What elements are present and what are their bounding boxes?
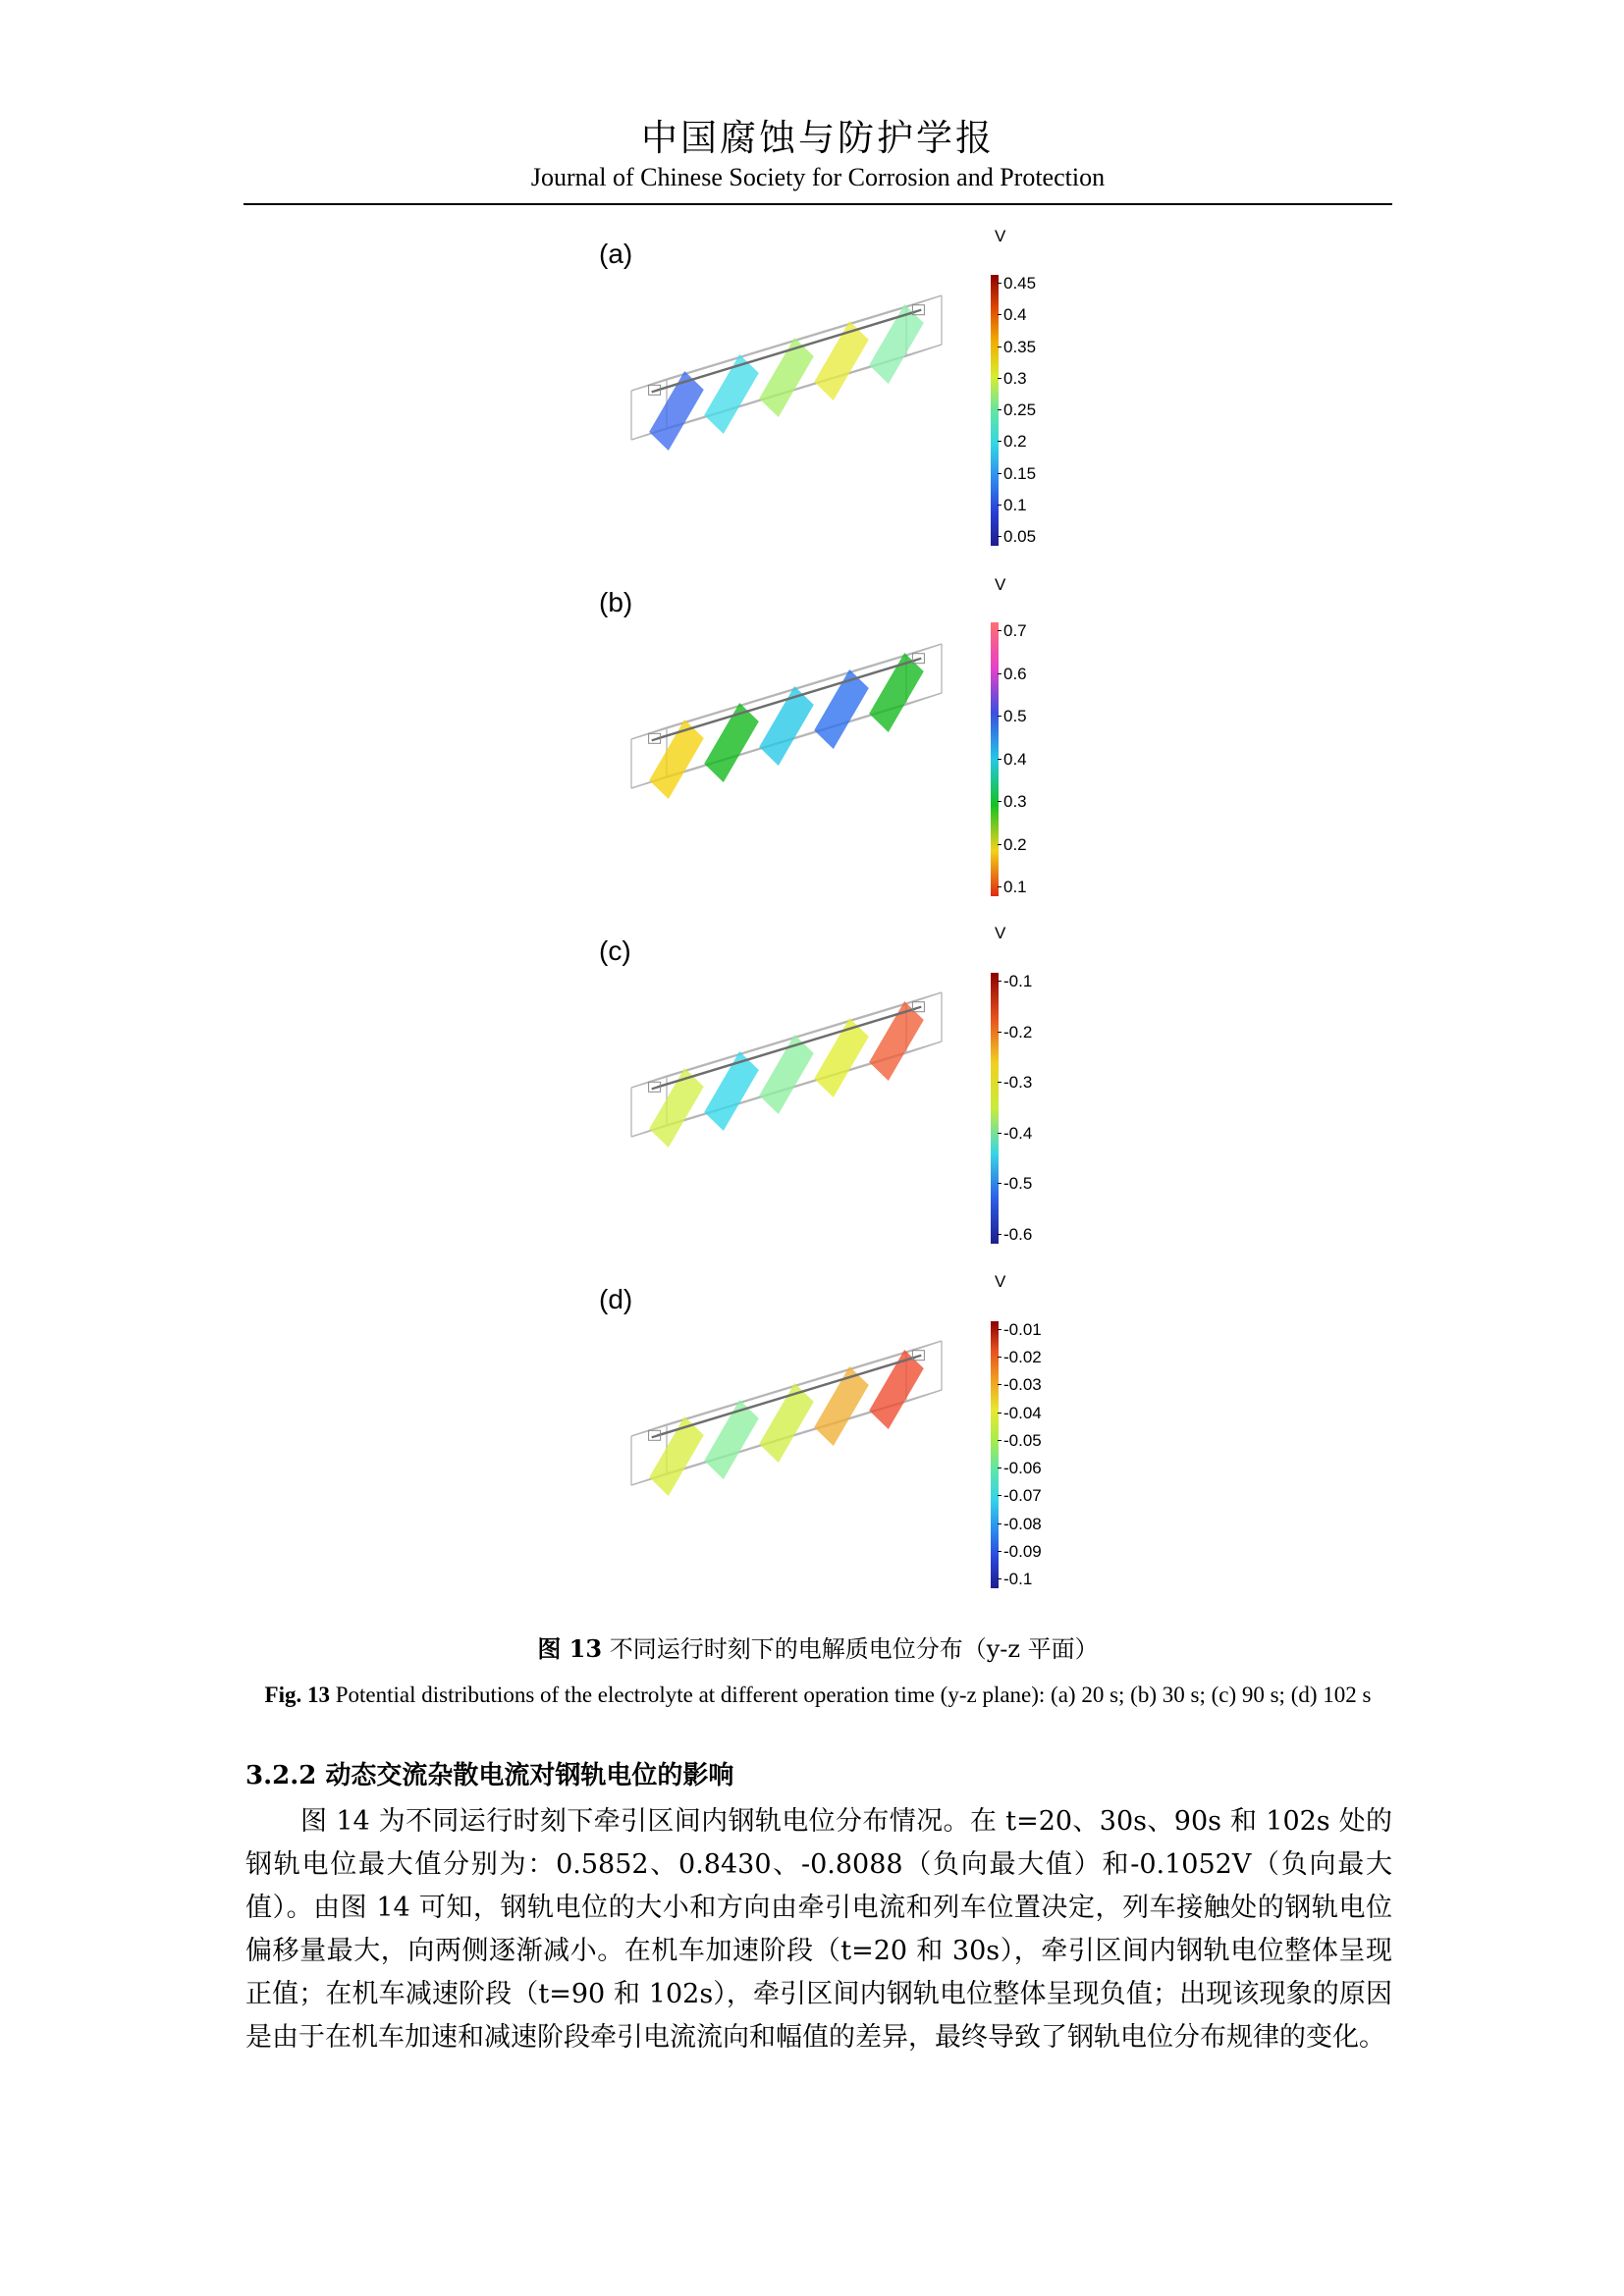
colorbar-tick-label: 0.05 <box>1003 527 1037 546</box>
colorbar-tick-label: -0.03 <box>1003 1375 1042 1395</box>
colorbar-tick-label: 0.4 <box>1003 305 1027 325</box>
colorbar-tick-label: 0.25 <box>1003 400 1037 419</box>
box-edge <box>906 345 942 356</box>
figure-caption-en-text: Potential distributions of the electrolyte at different operation time (y-z plane): (a) 20 s; (b) 30 s; (c) 90 s; (d) 102 s <box>335 1682 1372 1707</box>
colorbar <box>991 622 999 896</box>
figure-panel-d <box>589 1272 1060 1588</box>
colorbar-tick-label: 0.35 <box>1003 337 1037 356</box>
box-edge <box>631 1353 906 1436</box>
colorbar-tick-label: -0.07 <box>1003 1486 1042 1506</box>
figure-caption-en-label: Fig. 13 <box>264 1682 330 1707</box>
colorbar-tick-label: 0.2 <box>1003 432 1027 452</box>
journal-title-en: Journal of Chinese Society for Corrosion and Protection <box>530 163 1106 191</box>
colorbar-tick-label: 0.1 <box>1003 878 1027 896</box>
colorbar-tick-label: -0.02 <box>1003 1348 1042 1367</box>
box-edge <box>906 1041 942 1053</box>
colorbar-tick-label: 0.7 <box>1003 621 1027 640</box>
colorbar-tick-label: -0.09 <box>1003 1541 1042 1561</box>
domain-3d-plot <box>604 935 977 1230</box>
domain-3d-plot <box>604 1284 977 1578</box>
colorbar-tick-label: 0.6 <box>1003 664 1027 683</box>
colorbar-tick-label: -0.08 <box>1003 1514 1042 1533</box>
colorbar-tick-label: 0.2 <box>1003 834 1027 854</box>
figure-caption-en <box>244 1675 1392 1716</box>
colorbar-tick-label: -0.3 <box>1003 1073 1033 1093</box>
journal-title-cn: 中国腐蚀与防护学报 <box>641 117 995 159</box>
header-rule <box>244 203 1392 205</box>
panel-label: (c) <box>599 935 631 966</box>
figure-panel-c <box>589 924 1060 1244</box>
colorbar-tick-label: 0.4 <box>1003 749 1027 769</box>
section-heading: 3.2.2 动态交流杂散电流对钢轨电位的影响 <box>245 1761 734 1790</box>
box-edge <box>631 656 906 739</box>
colorbar <box>991 973 999 1244</box>
colorbar-tick-label: -0.05 <box>1003 1430 1042 1450</box>
colorbar-tick-label: -0.01 <box>1003 1320 1042 1339</box>
colorbar-tick-label: -0.2 <box>1003 1022 1033 1041</box>
colorbar-tick-label: -0.1 <box>1003 1570 1033 1588</box>
colorbar-tick-label: -0.4 <box>1003 1123 1033 1143</box>
figure-caption-cn-text: 不同运行时刻下的电解质电位分布（y-z 平面） <box>609 1635 1099 1663</box>
colorbar-unit: V <box>995 1272 1006 1291</box>
panel-label: (a) <box>599 239 633 269</box>
colorbar-tick-label: -0.04 <box>1003 1403 1042 1422</box>
colorbar <box>991 1321 999 1588</box>
colorbar-unit: V <box>995 575 1006 594</box>
domain-3d-plot <box>604 239 977 533</box>
box-edge <box>631 1004 906 1088</box>
colorbar-tick-label: -0.06 <box>1003 1459 1042 1478</box>
figure-panel-a <box>589 227 1060 546</box>
body-paragraph: 图 14 为不同运行时刻下牵引区间内钢轨电位分布情况。在 t=20、30s、90s 和 102s 处的钢轨电位最大值分别为：0.5852、0.8430、-0.8088（负向最大值）和-0.1052V（负向最大值）。由图 14 可知，钢轨电位的大小和方向由牵引电流和列车位置决定，列车接触处的钢轨电位偏移量最大，向两侧逐渐减小。在机车加速阶段（t=20 和 30s），牵引区间内钢轨电位整体呈现正值；在机车减速阶段（t=90 和 102s），牵引区间内钢轨电位整体呈现负值；出现该现象的原因是由于在机车加速和减速阶段牵引电流流向和幅值的差异，最终导致了钢轨电位分布规律的变化。 <box>245 1806 1392 2053</box>
colorbar-tick-label: 0.5 <box>1003 707 1027 725</box>
box-edge <box>906 693 942 705</box>
colorbar-tick-label: 0.3 <box>1003 368 1027 388</box>
figure-caption-cn <box>244 1633 1392 1665</box>
panel-label: (b) <box>599 587 633 617</box>
journal-header <box>244 116 1392 194</box>
colorbar-tick-label: -0.5 <box>1003 1174 1033 1194</box>
colorbar-tick-label: 0.1 <box>1003 495 1027 514</box>
box-edge <box>906 1390 942 1402</box>
figure-caption-cn-label: 图 13 <box>537 1634 603 1663</box>
colorbar-tick-label: 0.3 <box>1003 792 1027 811</box>
colorbar-tick-label: 0.15 <box>1003 463 1037 483</box>
colorbar-unit: V <box>995 227 1006 245</box>
colorbar-tick-label: -0.1 <box>1003 972 1033 990</box>
domain-3d-plot <box>604 587 977 881</box>
colorbar-tick-label: 0.45 <box>1003 274 1037 293</box>
figure-panel-b <box>589 575 1060 896</box>
colorbar-tick-label: -0.6 <box>1003 1225 1033 1244</box>
colorbar-unit: V <box>995 924 1006 942</box>
box-edge <box>631 307 906 391</box>
panel-label: (d) <box>599 1284 633 1314</box>
